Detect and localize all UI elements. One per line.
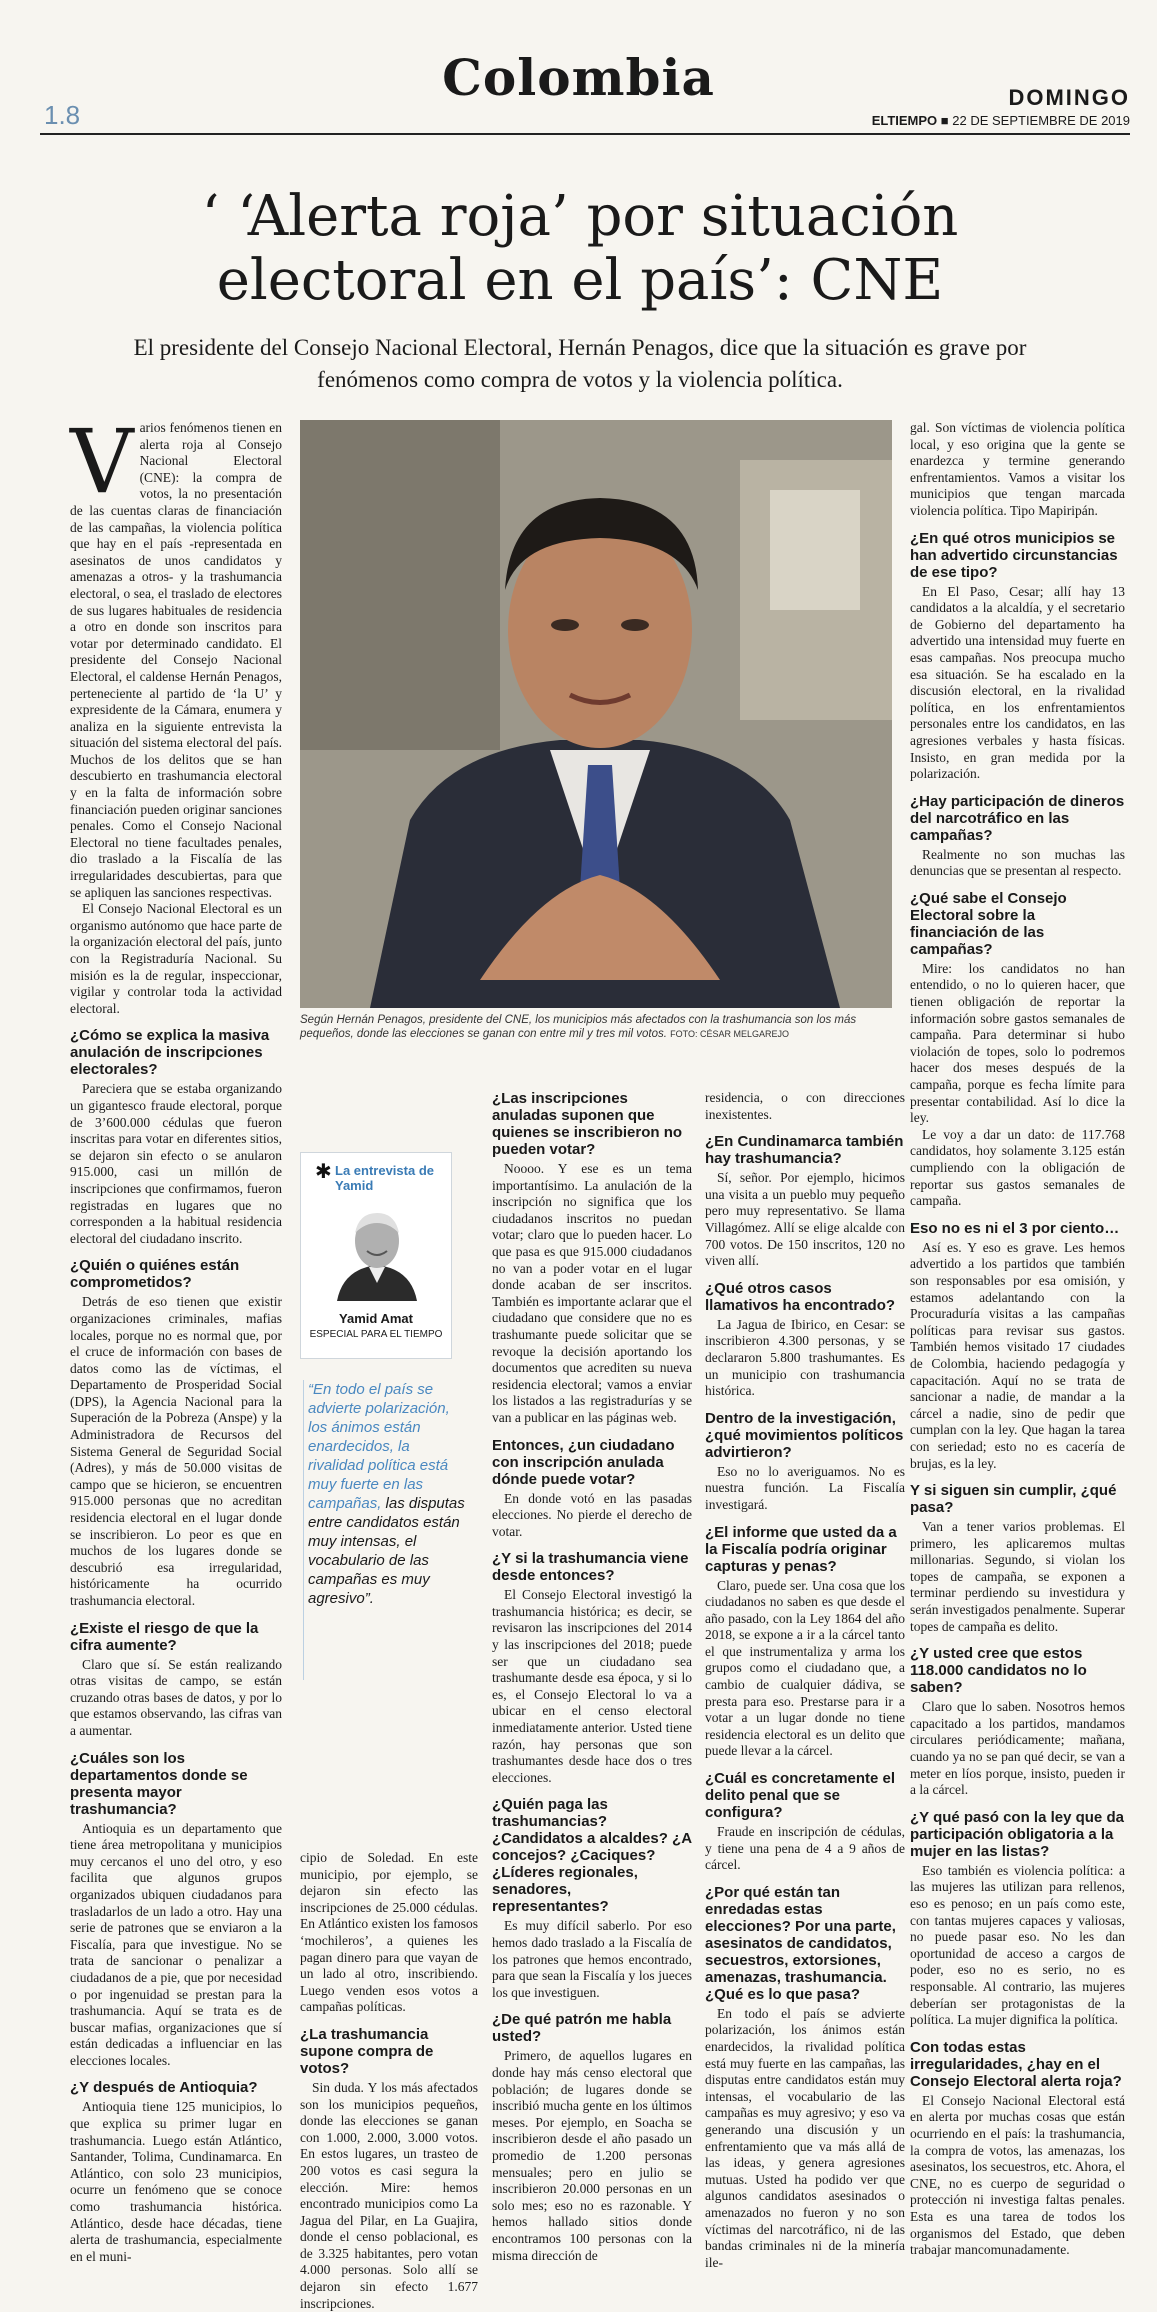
question: ¿Quién paga las trashumancias? ¿Candidatos a alcaldes? ¿A concejos? ¿Caciques? ¿Líderes regionales, senadores, representantes? <box>492 1796 692 1916</box>
question: Y si siguen sin cumplir, ¿qué pasa? <box>910 1482 1117 1517</box>
question: ¿En Cundinamarca también hay trashumancia? <box>705 1133 904 1168</box>
answer-continued: gal. Son víctimas de violencia política local, y eso origina que la gente se enardezca y termine generando enfrentamientos. Vamos a visitar los municipios que tengan marcada violencia política. Tipo Mapiripán. <box>910 420 1125 518</box>
answer: Claro que lo saben. Nosotros hemos capacitado a los partidos, mandamos circulares periódicamente; mañana, cuando ya no se pan qué decir, se van a meter en líos porque, insisto, pueden ir a la cárcel. <box>910 1699 1125 1798</box>
answer: Mire: los candidatos no han entendido, o no lo quieren hacer, que tienen obligación de reportar la información sobre gastos semanales de campaña. Para determinar si hubo violación de topes, solo lo podremos hacer dos meses después de la campaña, porque es fecha límite para presentar contabilidad. Así lo dice la ley. <box>910 960 1125 1126</box>
answer: Noooo. Y ese es un tema importantísimo. La anulación de la inscripción no significa que los ciudadanos inscritos no puedan votar; claro que lo pueden hacer. Lo que pasa es que 915.000 ciudadanos no van a poder votar en el lugar donde acaban de ser inscritos. También es importante aclarar que el ciudadano que considere que no es trashumante puede solicitar que se revoque la decisión aportando los documentos que acrediten su nueva residencia electoral; vamos a enviar los listados a las registradurías y se van a publicar en las páginas web. <box>492 1161 692 1425</box>
answer-continued: cipio de Soledad. En este municipio, por ejemplo, se dejaron sin efecto las inscripciones de 25.000 cédulas. En Atlántico existen los famosos ‘mochileros’, a quienes les pagan dinero para que vayan de un lado al otro, inscribiendo. Luego venden esos votos a campañas políticas. <box>300 1850 478 2015</box>
answer: Así es. Y eso es grave. Les hemos advertido a los partidos que también son responsables por esa omisión, y estamos adelantando con la Procuraduría visitas a las campañas políticas para revisar sus gastos. También hemos visitado 17 ciudades de Colombia, haciendo pedagogía y capacitación. Aquí no se trata de sancionar a nadie, de mandar a la cárcel a nadie, sino de pedir que cumplan con la ley. Que hagan la tarea con seriedad; esto no es cacería de brujas, es la ley. <box>910 1239 1125 1471</box>
deck: El presidente del Consejo Nacional Electoral, Hernán Penagos, dice que la situación es grave por fenómenos como compra de votos y la violencia política. <box>133 335 1027 392</box>
answer: Detrás de eso tienen que existir organizaciones criminales, mafias locales, porque no es normal que, por el cruce de información con bases de datos como las de víctimas, el Departamento de Prosperidad Social (DPS), la Agencia Nacional para la Superación de la Pobreza (Anspe) y la Administradora de Recursos del Sistema General de Seguridad Social (Adres), y más de 50.000 visitas de campo que se hicieron, se encuentren 915.000 personas que no acreditan residencia electoral en el lugar donde se inscribieron. Lo peor es que en muchos de los lugares donde se descubrió esa irregularidad, históricamente ha ocurrido trashumancia electoral. <box>70 1294 282 1608</box>
answer: En todo el país se advierte polarización, los ánimos están enardecidos, la rivalidad política está muy fuerte en las campañas, las disputas entre candidatos están muy intensas, el vocabulario de las campañas es muy agresivo; y eso va generando una discusión y un enfrentamiento que va más allá de las ideas, y genera agresiones mutuas. Usted ha podido ver que algunos candidatos asesinados o amenazados no fueron y no son víctimas del narcotráfico, ni de las bandas criminales ni de la minería ile- <box>705 2005 905 2270</box>
column-5 <box>910 420 1125 2258</box>
column-3 <box>492 1090 692 2263</box>
pull-quote <box>308 1380 468 1608</box>
answer: Sí, señor. Por ejemplo, hicimos una visita a un pueblo muy pequeño pero muy representativo. Se llama Villagómez. Allí se elige alcalde con 700 votos. De 150 inscritos, 120 no viven allí. <box>705 1170 905 1269</box>
answer: El Consejo Electoral investigó la trashumancia histórica; es decir, se revisaron las inscripciones del 2014 y las inscripciones del 2018; puede ser que un ciudadano sea trashumante desde esa época, y si lo es, el Consejo Electoral lo va a ubicar en el censo electoral inmediatamente anterior. Usted tiene razón, hay personas que son trashumantes desde hace dos o tres elecciones. <box>492 1587 692 1785</box>
answer: Antioquia es un departamento que tiene área metropolitana y municipios muy cercanos el uno del otro, y eso facilita que algunos grupos organizados ubiquen ciudadanos para trasladarlos de un lado a otro. Hay una serie de patrones que se enviaron a la Fiscalía, para que investigue. No se trata de sancionar o penalizar a ciudadanos de a pie, que por necesidad o por ingenuidad se prestan para la trashumancia. Aquí se trata es de buscar mafias, organizaciones que sí están dedicadas a influenciar en las elecciones locales. <box>70 1820 282 2068</box>
drop-cap: V <box>70 410 134 513</box>
answer: Sin duda. Y los más afectados son los municipios pequeños, donde las elecciones se ganan con 1.000, 2.000, 3.000 votos. En estos lugares, un trasteo de 200 votos es casi segura la elección. Mire: hemos encontrado municipios como La Jagua del Pilar, en La Guajira, donde el censo poblacional, es de 3.325 habitantes, pero votan 4.000 personas. Solo allí se dejaron sin efecto 1.677 inscripciones. <box>300 2079 478 2311</box>
question: Entonces, ¿un ciudadano con inscripción anulada dónde puede votar? <box>492 1436 675 1488</box>
question: ¿Quién o quiénes están comprometidos? <box>70 1257 240 1292</box>
date: 22 DE SEPTIEMBRE DE 2019 <box>952 113 1130 128</box>
masthead-rule <box>40 133 1130 135</box>
answer: Es muy difícil saberlo. Por eso hemos dado traslado a la Fiscalía de los patrones que hemos encontrado, para que sean la Fiscalía y los jueces los que investiguen. <box>492 1918 692 2000</box>
question: Dentro de la investigación, ¿qué movimientos políticos advirtieron? <box>705 1409 904 1461</box>
photo-caption <box>300 1013 892 1041</box>
column-1 <box>70 410 282 2264</box>
question: Eso no es ni el 3 por ciento… <box>910 1219 1120 1237</box>
answer: Eso no lo averiguamos. No es nuestra función. La Fiscalía investigará. <box>705 1463 905 1512</box>
portrait-illustration <box>300 420 892 1008</box>
paper-name: ELTIEMPO <box>871 113 938 128</box>
question: ¿Existe el riesgo de que la cifra aumente? <box>70 1619 259 1654</box>
question: ¿Las inscripciones anuladas suponen que quienes se inscribieron no pueden votar? <box>492 1090 683 1158</box>
answer-continued: residencia, o con direcciones inexistentes. <box>705 1090 905 1122</box>
question: ¿Y después de Antioquia? <box>70 2079 258 2097</box>
headline: ‘ ‘Alerta roja’ por situación electoral en el país’: CNE <box>201 184 959 313</box>
question: ¿Y qué pasó con la ley que da participación obligatoria a la mujer en las listas? <box>910 1808 1124 1860</box>
answer: Antioquia tiene 125 municipios, lo que explica su primer lugar en trashumancia. Luego están Atlántico, Santander, Tolima, Cundinamarca. En Atlántico, con solo 23 municipios, ocurre un fenómeno que se conoce como trashumancia histórica. Atlántico, desde hace décadas, tiene alerta de trashumancia, especialmente en el muni- <box>70 2099 282 2264</box>
author-name: Yamid Amat <box>339 1311 413 1326</box>
question: ¿Hay participación de dineros del narcotráfico en las campañas? <box>910 792 1125 844</box>
article-photo <box>300 420 892 1008</box>
pull-quote-part1: “En todo el país se advierte polarización, los ánimos están enardecidos, la rivalidad política está muy fuerte en las campañas, <box>308 1381 450 1512</box>
author-role: ESPECIAL PARA EL TIEMPO <box>309 1329 443 1340</box>
question: ¿Qué sabe el Consejo Electoral sobre la financiación de las campañas? <box>910 889 1067 958</box>
answer: Claro, puede ser. Una cosa que los ciudadanos no saben es que desde el año pasado, con la Ley 1864 del año 2018, se expone a ir a la cárcel tanto el que instrumentaliza y arma los grupos como el ciudadano que, a cambio de cualquier dádiva, se presta para eso. Prestarse para ir a votar a un lugar donde no tiene residencia electoral es un delito que puede llevar a la cárcel. <box>705 1577 905 1759</box>
pull-quote-part2: las disputas entre candidatos están muy intensas, el vocabulario de las campañas es muy agresivo”. <box>308 1495 465 1607</box>
answer: En El Paso, Cesar; allí hay 13 candidatos a la alcaldía, y el secretario de Gobierno del departamento ha advertido una intensidad muy fuerte en esas campañas. Nos preocupa mucho esa situación. Se ha escalado en la discusión electoral, en la rivalidad política, en los enfrentamientos personales entre los candidatos, en las agresiones verbales y hasta físicas. Insisto, en gran medida por la polarización. <box>910 583 1125 782</box>
question: ¿Cuáles son los departamentos donde se presenta mayor trashumancia? <box>70 1749 248 1818</box>
asterisk-icon: ✱ <box>315 1161 332 1183</box>
interview-kicker: La entrevista de Yamid <box>335 1163 434 1193</box>
dateline: ELTIEMPO ■ 22 DE SEPTIEMBRE DE 2019 <box>871 113 1130 128</box>
question: ¿Por qué están tan enredadas estas elecciones? Por una parte, asesinatos de candidatos, secuestros, extorsiones, amenazas, trashumancia. ¿Qué es lo que pasa? <box>705 1883 896 2003</box>
answer: En donde votó en las pasadas elecciones. No pierde el derecho de votar. <box>492 1490 692 1539</box>
author-portrait <box>333 1203 421 1301</box>
answer: Fraude en inscripción de cédulas, y tiene una pena de 4 a 9 años de cárcel. <box>705 1824 905 1873</box>
caption-text: Según Hernán Penagos, presidente del CNE, los municipios más afectados con la trashumancia son los más pequeños, donde las elecciones se ganan con entre mil y tres mil votos. <box>300 1014 857 1040</box>
answer: El Consejo Nacional Electoral está en alerta por muchas cosas que están ocurriendo en el país: la trashumancia, la compra de votos, las amenazas, los asesinatos, los secuestros, etc. Ahora, el CNE, no es cuerpo de seguridad o protección ni investiga faltas penales. Esta es una tarea de todos los organismos del Estado, que deben trabajar mancomunadamente. <box>910 2092 1125 2258</box>
question: ¿De qué patrón me habla usted? <box>492 2011 672 2046</box>
column-2 <box>300 1850 478 2311</box>
photo-credit: FOTO: CÉSAR MELGAREJO <box>670 1029 789 1039</box>
section-title: Colombia <box>442 48 715 107</box>
question: ¿Y si la trashumancia viene desde entonces? <box>492 1550 689 1585</box>
answer: Van a tener varios problemas. El primero, les aplicaremos multas millonarias. Segundo, si violan los topes de campaña, se exponen a terminar perdiendo su investidura y serán investigados penalmente. Superar topes de campaña es delito. <box>910 1519 1125 1634</box>
question: ¿Cuál es concretamente el delito penal que se configura? <box>705 1770 896 1822</box>
question: ¿El informe que usted da a la Fiscalía podría originar capturas y penas? <box>705 1523 897 1575</box>
answer: Claro que sí. Se están realizando otras visitas de campo, se están cruzando otras bases de datos, y por lo que estamos observando, las cifras van a aumentar. <box>70 1656 282 1738</box>
question: ¿Y usted cree que estos 118.000 candidatos no lo saben? <box>910 1645 1087 1697</box>
answer: Primero, de aquellos lugares en donde hay más censo electoral que población; de lugares donde se inscribió mucha gente en los últimos meses. Por ejemplo, en Soacha se inscribieron desde el año pasado un promedio de 1.200 personas mensuales; pero en julio se inscribieron 20.000 personas en un solo mes; eso no es razonable. Y hemos hallado sitios donde encontramos 100 personas con la misma dirección de <box>492 2048 692 2263</box>
answer: La Jagua de Ibirico, en Cesar: se inscribieron 4.300 personas, y se declararon 5.800 trashumantes. Es un municipio con trashumancia histórica. <box>705 1316 905 1399</box>
page-number: 1.8 <box>44 100 81 130</box>
answer: Realmente no son muchas las denuncias que se presentan al respecto. <box>910 846 1125 879</box>
question: Con todas estas irregularidades, ¿hay en el Consejo Electoral alerta roja? <box>910 2038 1122 2090</box>
answer: Eso también es violencia política: a las mujeres las utilizan para rellenos, eso es penoso; en un país como este, con tantas mujeres capaces y valiosas, no puede pasar eso. No les dan oportunidad de acceso a cargos de poder, eso no es serio, no es responsable. Al contrario, las mujeres deberían ser protagonistas de la política. La mujer dignifica la política. <box>910 1862 1125 2028</box>
quote-rule <box>303 1380 304 1680</box>
paragraph: El Consejo Nacional Electoral es un organismo autónomo que hace parte de la organización electoral del país, junto con la Registraduría Nacional. Su misión es la de regular, inspeccionar, vigilar y controlar toda la actividad electoral. <box>70 901 282 1016</box>
column-4 <box>705 1090 905 2270</box>
interview-box <box>300 1152 452 1359</box>
day-label: DOMINGO <box>1008 85 1130 110</box>
question: ¿Cómo se explica la masiva anulación de inscripciones electorales? <box>70 1027 270 1079</box>
intro-paragraph: arios fenómenos tienen en alerta roja al Consejo Nacional Electoral (CNE): la compra de votos, la no presentación de las cuentas claras de financiación de las campañas, la violencia política que hay en el país -representada en asesinatos de unos candidatos y amenazas a otros- y la trashumancia electoral, o sea, el traslado de electores de sus lugares habituales de residencia a otro en donde son inscritos para votar por determinado candidato. El presidente del Consejo Nacional Electoral, el caldense Hernán Penagos, perteneciente al partido de ‘la U’ y expresidente de la Cámara, enumera y analiza en la siguiente entrevista la situación del sistema electoral del país. Muchos de los delitos que se han descubierto en trashumancia electoral y en la falta de información sobre financiación pueden originar sanciones penales. Como el Consejo Nacional Electoral no tiene facultades penales, dio traslado a la Fiscalía de las irregularidades descubiertas, para que se apliquen las sanciones respectivas. <box>70 420 282 900</box>
answer: Le voy a dar un dato: de 117.768 candidatos, hoy solamente 3.125 están cumpliendo con la obligación de reportar sus gastos semanales de campaña. <box>910 1126 1125 1209</box>
question: ¿Qué otros casos llamativos ha encontrado? <box>705 1279 896 1314</box>
question: ¿La trashumancia supone compra de votos? <box>300 2025 434 2077</box>
answer: Pareciera que se estaba organizando un gigantesco fraude electoral, porque de 3’600.000 cédulas que fueron inscritas para votar en diferentes sitios, se dejaron sin efecto o se anularon 915.000, casi un millón de inscripciones que confirmamos, fueron registradas en lugares que no corresponden a la habitual residencia electoral del ciudadano inscrito. <box>70 1081 282 1246</box>
question: ¿En qué otros municipios se han advertido circunstancias de ese tipo? <box>910 529 1118 581</box>
